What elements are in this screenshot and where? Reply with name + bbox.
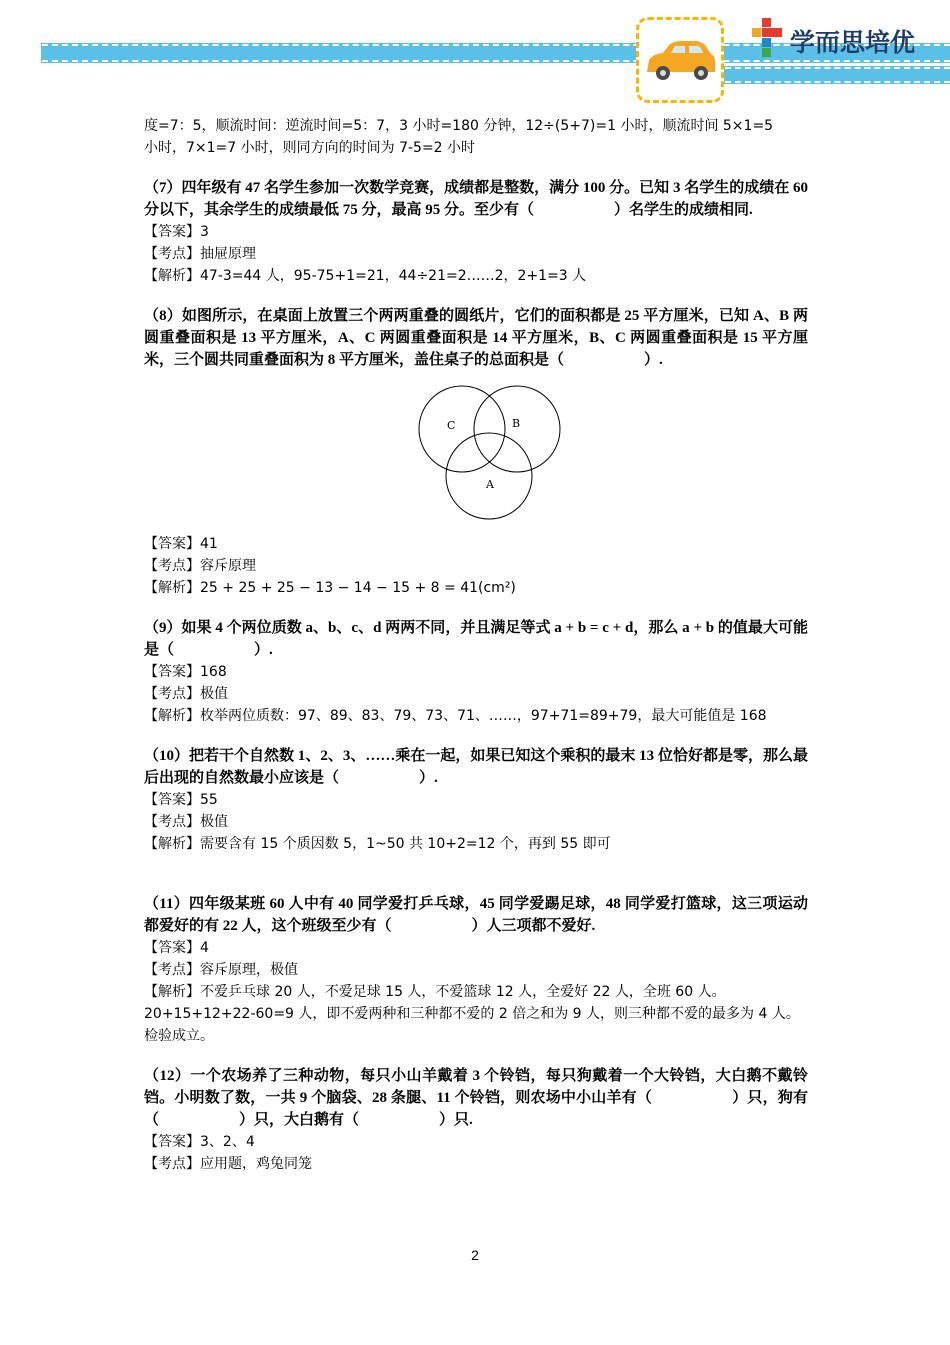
question-11: （11）四年级某班 60 人中有 40 同学爱打乒乓球，45 同学爱踢足球，48 同学爱打篮球，这三项运动都爱好的有 22 人，这个班级至少有（ ）人三项都不爱好. bbox=[144, 896, 808, 934]
page-header bbox=[0, 0, 950, 100]
page-number: 2 bbox=[471, 1247, 479, 1263]
answer: 【答案】168 bbox=[144, 664, 227, 680]
analysis: 【解析】不爱乒乓球 20 人，不爱足球 15 人，不爱篮球 12 人，全爱好 22 人，全班 60 人。20+15+12+22-60=9 人，即不爱两种和三种都不爱的 2 倍之和为 9 人，则三种都不爱的最多为 4 人。检验成立。 bbox=[144, 984, 800, 1044]
header-stripe-lower bbox=[715, 67, 950, 83]
circle-a bbox=[446, 433, 532, 519]
question-10: （10）把若干个自然数 1、2、3、……乘在一起，如果已知这个乘积的最末 13 位恰好都是零，那么最后出现的自然数最小应该是（ ）. bbox=[144, 748, 808, 786]
knowledge-point: 【考点】容斥原理 bbox=[144, 558, 256, 574]
question-9: （9）如果 4 个两位质数 a、b、c、d 两两不同，并且满足等式 a + b = c + d，那么 a + b 的值最大可能是（ ）. bbox=[144, 620, 808, 658]
logo-text: 学而思培优 bbox=[790, 28, 916, 57]
knowledge-point: 【考点】应用题，鸡兔同笼 bbox=[144, 1156, 312, 1172]
label-b: B bbox=[512, 417, 521, 430]
question-12: （12）一个农场养了三种动物，每只小山羊戴着 3 个铃铛，每只狗戴着一个大铃铛，大白鹅不戴铃铛。小明数了数，一共 9 个脑袋、28 条腿、11 个铃铛，则农场中小山羊有（ ）只，狗有（ ）只，大白鹅有（ ）只. bbox=[144, 1068, 808, 1128]
answer: 【答案】3、2、4 bbox=[144, 1134, 255, 1150]
logo-mark-icon bbox=[752, 18, 786, 64]
answer: 【答案】55 bbox=[144, 792, 218, 808]
analysis: 【解析】枚举两位质数：97、89、83、79、73、71、……，97+71=89+79，最大可能值是 168 bbox=[144, 708, 767, 724]
car-badge bbox=[636, 17, 724, 103]
knowledge-point: 【考点】抽屉原理 bbox=[144, 246, 256, 262]
analysis: 【解析】25 + 25 + 25 − 13 − 14 − 15 + 8 = 41(cm²) bbox=[144, 580, 516, 596]
intro-line: 度=7：5，顺流时间：逆流时间=5：7，3 小时=180 分钟，12÷(5+7)=1 小时，顺流时间 5×1=5 bbox=[144, 118, 774, 134]
brand-logo bbox=[752, 18, 915, 64]
car-icon bbox=[639, 20, 721, 100]
answer: 【答案】4 bbox=[144, 940, 209, 956]
analysis: 【解析】47-3=44 人，95-75+1=21，44÷21=2……2，2+1=3 人 bbox=[144, 268, 587, 284]
label-c: C bbox=[447, 419, 456, 432]
circle-c bbox=[419, 386, 505, 472]
answer: 【答案】3 bbox=[144, 224, 209, 240]
answer: 【答案】41 bbox=[144, 536, 218, 552]
venn-diagram bbox=[417, 385, 563, 521]
question-7: （7）四年级有 47 名学生参加一次数学竞赛，成绩都是整数，满分 100 分。已知 3 名学生的成绩在 60 分以下，其余学生的成绩最低 75 分，最高 95 分。至少有（ ）名学生的成绩相同. bbox=[144, 180, 808, 218]
knowledge-point: 【考点】极值 bbox=[144, 814, 228, 830]
knowledge-point: 【考点】容斥原理，极值 bbox=[144, 962, 298, 978]
question-8: （8）如图所示，在桌面上放置三个两两重叠的圆纸片，它们的面积都是 25 平方厘米，已知 A、B 两圆重叠面积是 13 平方厘米，A、C 两圆重叠面积是 14 平方厘米，B、C 两圆重叠面积是 15 平方厘米，三个圆共同重叠面积为 8 平方厘米，盖住桌子的总面积是（ ）. bbox=[144, 308, 808, 368]
intro-line: 小时，7×1=7 小时，则同方向的时间为 7-5=2 小时 bbox=[144, 140, 476, 156]
label-a: A bbox=[486, 478, 494, 491]
analysis: 【解析】需要含有 15 个质因数 5，1~50 共 10+2=12 个，再到 55 即可 bbox=[144, 836, 611, 852]
document-body bbox=[144, 115, 808, 1175]
knowledge-point: 【考点】极值 bbox=[144, 686, 228, 702]
